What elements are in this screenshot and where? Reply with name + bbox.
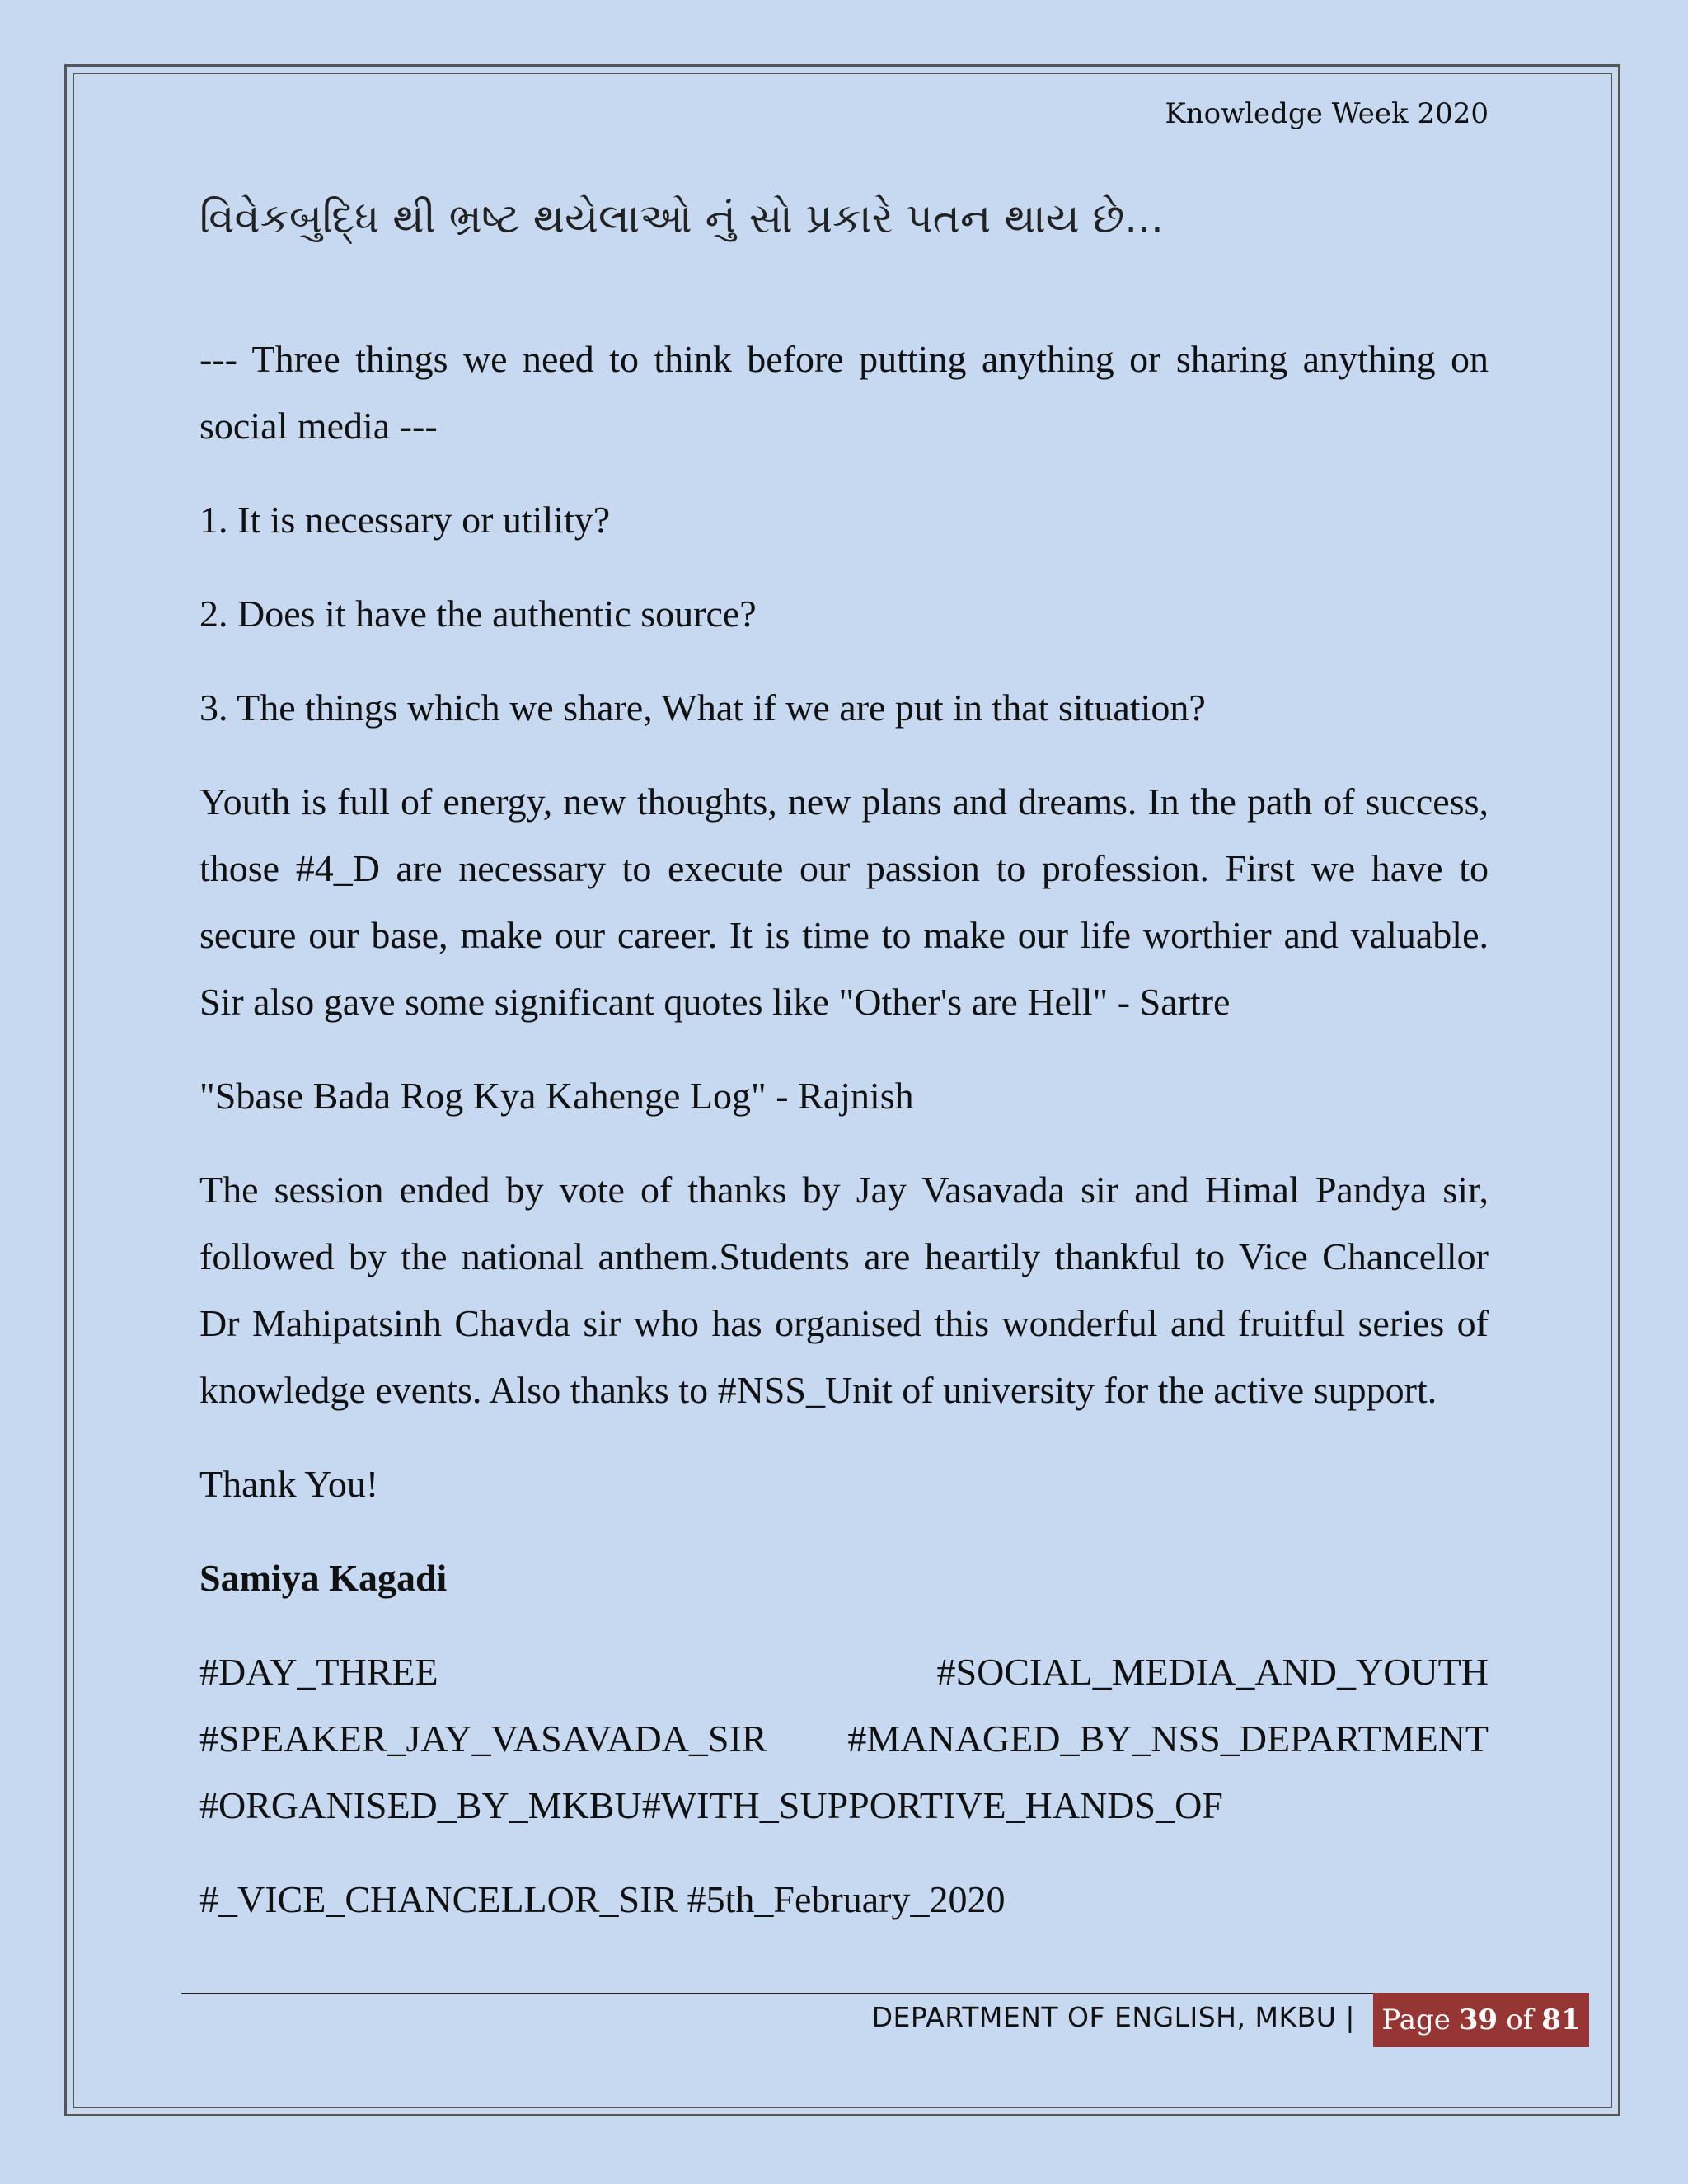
point-1: 1. It is necessary or utility? <box>199 499 611 541</box>
page-number: 39 <box>1458 2004 1498 2036</box>
footer-department: DEPARTMENT OF ENGLISH, MKBU | <box>871 2001 1355 2033</box>
author-name: Samiya Kagadi <box>199 1557 448 1599</box>
hashtag-block <box>199 1638 1489 1839</box>
thank-you-line: Thank You! <box>199 1463 379 1505</box>
page-word: Page <box>1381 2004 1451 2036</box>
point-2: 2. Does it have the authentic source? <box>199 593 757 635</box>
page-number-badge <box>1373 1993 1589 2047</box>
intro-paragraph: --- Three things we need to think before putting anything or sharing anything on social media --- <box>199 338 1489 447</box>
gujarati-heading: વિવેકબુદ્ધિ થી ભ્રષ્ટ થયેલાઓ નું સો પ્રકારે પતન થાય છે... <box>199 194 1164 242</box>
closing-paragraph: The session ended by vote of thanks by Jay Vasavada sir and Himal Pandya sir, followed by the national anthem.Students are heartily thankful to Vice Chancellor Dr Mahipatsinh Chavda sir who has organised this wonderful and fruitful series of knowledge events. Also thanks to #NSS_Unit of university for the active support. <box>199 1169 1489 1411</box>
hashtag-row-1 <box>199 1638 1489 1705</box>
hashtag-topic: #SOCIAL_MEDIA_AND_YOUTH <box>936 1651 1489 1693</box>
point-3: 3. The things which we share, What if we are put in that situation? <box>199 687 1206 729</box>
rajnish-quote: "Sbase Bada Rog Kya Kahenge Log" - Rajnish <box>199 1075 914 1117</box>
hashtag-row-3 <box>199 1772 1489 1839</box>
page-total: 81 <box>1541 2004 1581 2036</box>
hashtag-vc-date: #_VICE_CHANCELLOR_SIR #5th_February_2020 <box>199 1878 1006 1920</box>
hashtag-organised: #ORGANISED_BY_MKBU#WITH_SUPPORTIVE_HANDS_OF <box>199 1784 1223 1826</box>
hashtag-speaker: #SPEAKER_JAY_VASAVADA_SIR <box>199 1718 767 1760</box>
running-header: Knowledge Week 2020 <box>1165 97 1489 130</box>
hashtag-row-2 <box>199 1705 1489 1772</box>
article-body <box>199 326 1489 1960</box>
hashtag-day: #DAY_THREE <box>199 1651 438 1693</box>
hashtag-managed: #MANAGED_BY_NSS_DEPARTMENT <box>847 1718 1489 1760</box>
of-word: of <box>1506 2004 1534 2036</box>
youth-paragraph: Youth is full of energy, new thoughts, new plans and dreams. In the path of success, those #4_D are necessary to execute our passion to profession. First we have to secure our base, make our career. It is time to make our life worthier and valuable. Sir also gave some significant quotes like "Other's are Hell" - Sartre <box>199 780 1489 1023</box>
